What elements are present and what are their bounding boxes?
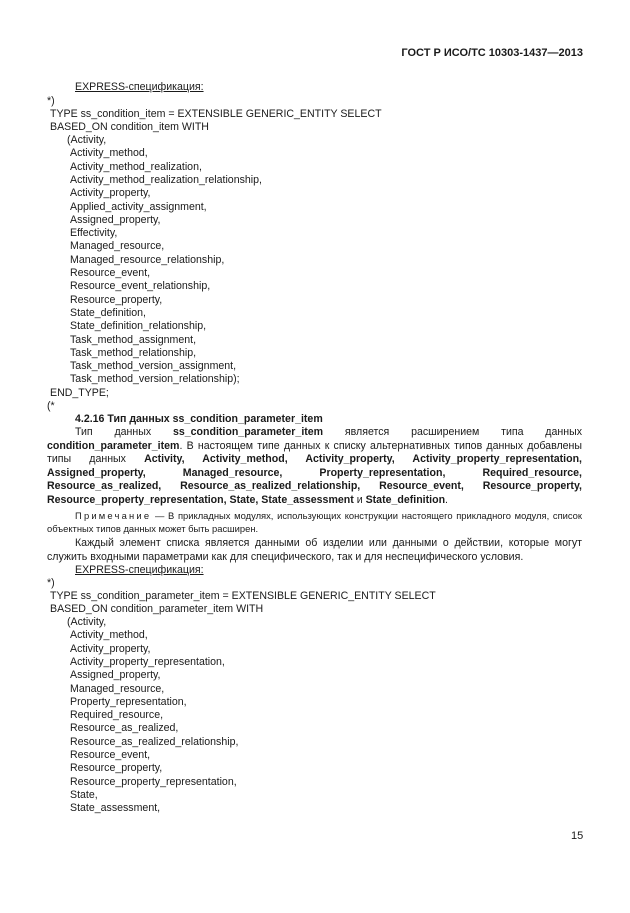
comment-close-1: (* (47, 400, 55, 412)
select-list-item: Managed_resource, (70, 240, 165, 253)
select-list-item: Activity_property, (70, 642, 151, 655)
note-paragraph: Примечание — В прикладных модулях, использующих конструкции настоящего прикладного модуля, список объектных типов данных может быть расширен. (47, 510, 582, 534)
select-list-item: Resource_as_realized, (70, 722, 179, 735)
note-label: Примечание (75, 510, 152, 521)
select-list-item: Task_method_assignment, (70, 333, 197, 346)
select-list-item: Applied_activity_assignment, (70, 200, 207, 213)
page-number: 15 (571, 830, 584, 842)
select-list-item: Activity_property, (70, 187, 151, 200)
section-heading: 4.2.16 Тип данных ss_condition_parameter_item (75, 413, 323, 425)
select-list-item: Resource_event, (70, 749, 151, 761)
select-list-item: (Activity, (67, 616, 107, 628)
type-line-1: TYPE ss_condition_item = EXTENSIBLE GENERIC_ENTITY SELECT (50, 108, 382, 120)
select-list-item: Effectivity, (70, 227, 118, 240)
type-line-2: TYPE ss_condition_parameter_item = EXTENSIBLE GENERIC_ENTITY SELECT (50, 590, 436, 602)
select-list-item: Assigned_property, (70, 669, 161, 682)
comment-open-1: *) (47, 95, 55, 107)
based-line-1: BASED_ON condition_item WITH (50, 121, 209, 133)
select-list-item: Managed_resource, (70, 682, 165, 695)
based-line-2: BASED_ON condition_parameter_item WITH (50, 603, 264, 615)
select-list-item: Resource_event_relationship, (70, 280, 211, 293)
select-list-item: Resource_as_realized_relationship, (70, 735, 239, 748)
select-list-item: Activity_method, (70, 629, 148, 642)
select-list-item: Activity_property_representation, (70, 655, 225, 668)
select-list-item: State_assessment, (70, 802, 161, 815)
express-label-2: EXPRESS-спецификация: (75, 564, 204, 576)
select-list-item: Resource_property_representation, (70, 775, 237, 788)
select-list-item: Activity_method_realization, (70, 160, 202, 173)
select-list-item: Resource_property, (70, 762, 163, 775)
select-list-item: Assigned_property, (70, 213, 161, 226)
select-list-item: Property_representation, (70, 695, 187, 708)
section-paragraph-2: Каждый элемент списка является данными об изделии или данными о действии, которые могут служить входными параметрами как для специфического, так и для неспецифического условия. (47, 537, 582, 563)
express-label-1: EXPRESS-спецификация: (75, 81, 204, 93)
select-list-item: Resource_property, (70, 293, 163, 306)
select-list-item: Managed_resource_relationship, (70, 253, 225, 266)
select-list-item: Task_method_version_assignment, (70, 360, 237, 373)
select-list-item: Task_method_relationship, (70, 346, 197, 359)
select-list-item: Activity_method_realization_relationship, (70, 173, 262, 186)
select-list-item: State_definition, (70, 306, 146, 319)
select-list-item: State, (70, 788, 98, 801)
end-type-line-1: END_TYPE; (50, 387, 109, 399)
select-list-item: State_definition_relationship, (70, 320, 207, 333)
select-list-item: (Activity, (67, 134, 107, 146)
select-list-item: Task_method_version_relationship); (70, 373, 240, 386)
select-list-item: Resource_event, (70, 267, 151, 279)
select-list-item: Required_resource, (70, 709, 164, 722)
section-paragraph-1: Тип данных ss_condition_parameter_item является расширением типа данных condition_parameter_item. В настоящем типе данных к списку альтернативных типов данных добавлены типы данных Activity, Activity_method, Activity_property, Activity_property_representation, Assigned_property, Managed_resource, Property_representation, Required_resource, Resource_as_realized, Resource_as_realized_relationship, Resource_event, Resource_property, Resource_property_representation, State, State_assessment и State_definition. (47, 426, 582, 506)
document-header: ГОСТ Р ИСО/ТС 10303-1437—2013 (401, 47, 583, 59)
select-list-item: Activity_method, (70, 147, 148, 160)
comment-open-2: *) (47, 577, 55, 589)
